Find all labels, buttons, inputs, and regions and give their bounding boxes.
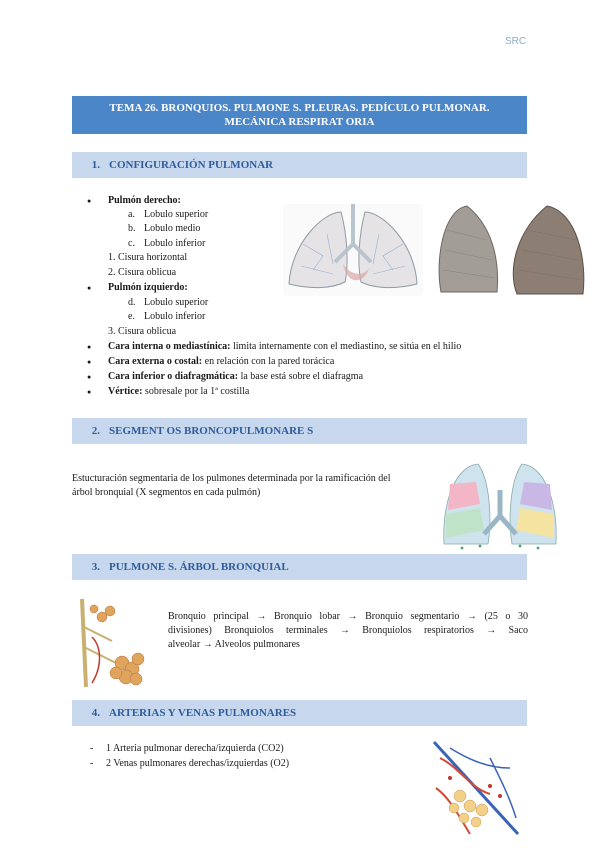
title-line-2: MECÁNICA RESPIRAT ORIA <box>224 116 375 128</box>
section-heading-2 <box>72 418 527 444</box>
title-line-1: TEMA 26. BRONQUIOS. PULMONE S. PLEURAS. PEDÍCULO PULMONAR. <box>109 102 490 114</box>
bronchopulmonary-segments-illustration <box>440 460 560 552</box>
list-item: e. Lobulo inferior <box>128 311 206 322</box>
section-number: 1. <box>91 159 100 171</box>
fissure-3: 3. Cisura oblicua <box>108 326 177 337</box>
header-src: SRC <box>505 36 527 47</box>
section-heading-1 <box>72 152 527 178</box>
section-title: SEGMENT OS BRONCOPULMONARE S <box>109 425 314 437</box>
bronchial-tree-paragraph: Bronquio principal → Bronquio lobar → Bronquio segmentario → (25 o 30 divisiones) Bronquiolos terminales → Bronquiolos respiratorios → Saco alveolar → Alveolos pulmonares <box>168 611 528 650</box>
fissure-1: 1. Cisura horizontal <box>108 252 188 263</box>
section-title: PULMONE S. ÁRBOL BRONQUIAL <box>109 561 289 573</box>
list-item: a. Lobulo superior <box>128 209 209 220</box>
fissure-2: 2. Cisura oblicua <box>108 267 177 278</box>
list-item: - 1 Arteria pulmonar derecha/izquierda (CO2) <box>90 743 284 754</box>
section-number: 3. <box>91 561 100 573</box>
section-title: ARTERIAS Y VENAS PULMONARES <box>109 707 297 719</box>
list-item: b. Lobulo medio <box>128 223 201 234</box>
bronchial-tree-illustration <box>72 597 154 691</box>
section-heading-3 <box>72 554 527 580</box>
segments-paragraph: Estucturación segmentaria de los pulmones determinada por la ramificación del árbol bronquial (X segmentos en cada pulmón) <box>72 473 391 498</box>
lung-lobes-photo <box>437 200 587 297</box>
bullet-apex: ● Vértice: sobresale por la 1ª costilla <box>90 385 249 399</box>
section-number: 2. <box>91 425 100 437</box>
list-item: - 2 Venas pulmonares derechas/izquierdas (O2) <box>90 758 290 769</box>
section-title: CONFIGURACIÓN PULMONAR <box>109 159 274 171</box>
document-title <box>72 96 527 134</box>
bullet-internal-face: ● Cara interna o mediastínica: limita internamente con el mediastino, se sitúa en el hilio <box>90 340 461 354</box>
bullet-inferior-face: ● Cara inferior o diafragmática: la base está sobre el diafragma <box>90 370 363 384</box>
bullet-right-lung: ● Pulmón derecho: <box>90 194 181 208</box>
list-item: d. Lobulo superior <box>128 297 209 308</box>
section-number: 4. <box>91 707 100 719</box>
list-item: c. Lobulo inferior <box>128 238 206 249</box>
bullet-external-face: ● Cara externa o costal: en relación con la pared torácica <box>90 355 334 369</box>
lungs-illustration <box>283 204 423 296</box>
pulmonary-vessels-illustration <box>430 738 522 838</box>
section-heading-4 <box>72 700 527 726</box>
bullet-left-lung: ● Pulmón izquierdo: <box>90 281 188 295</box>
